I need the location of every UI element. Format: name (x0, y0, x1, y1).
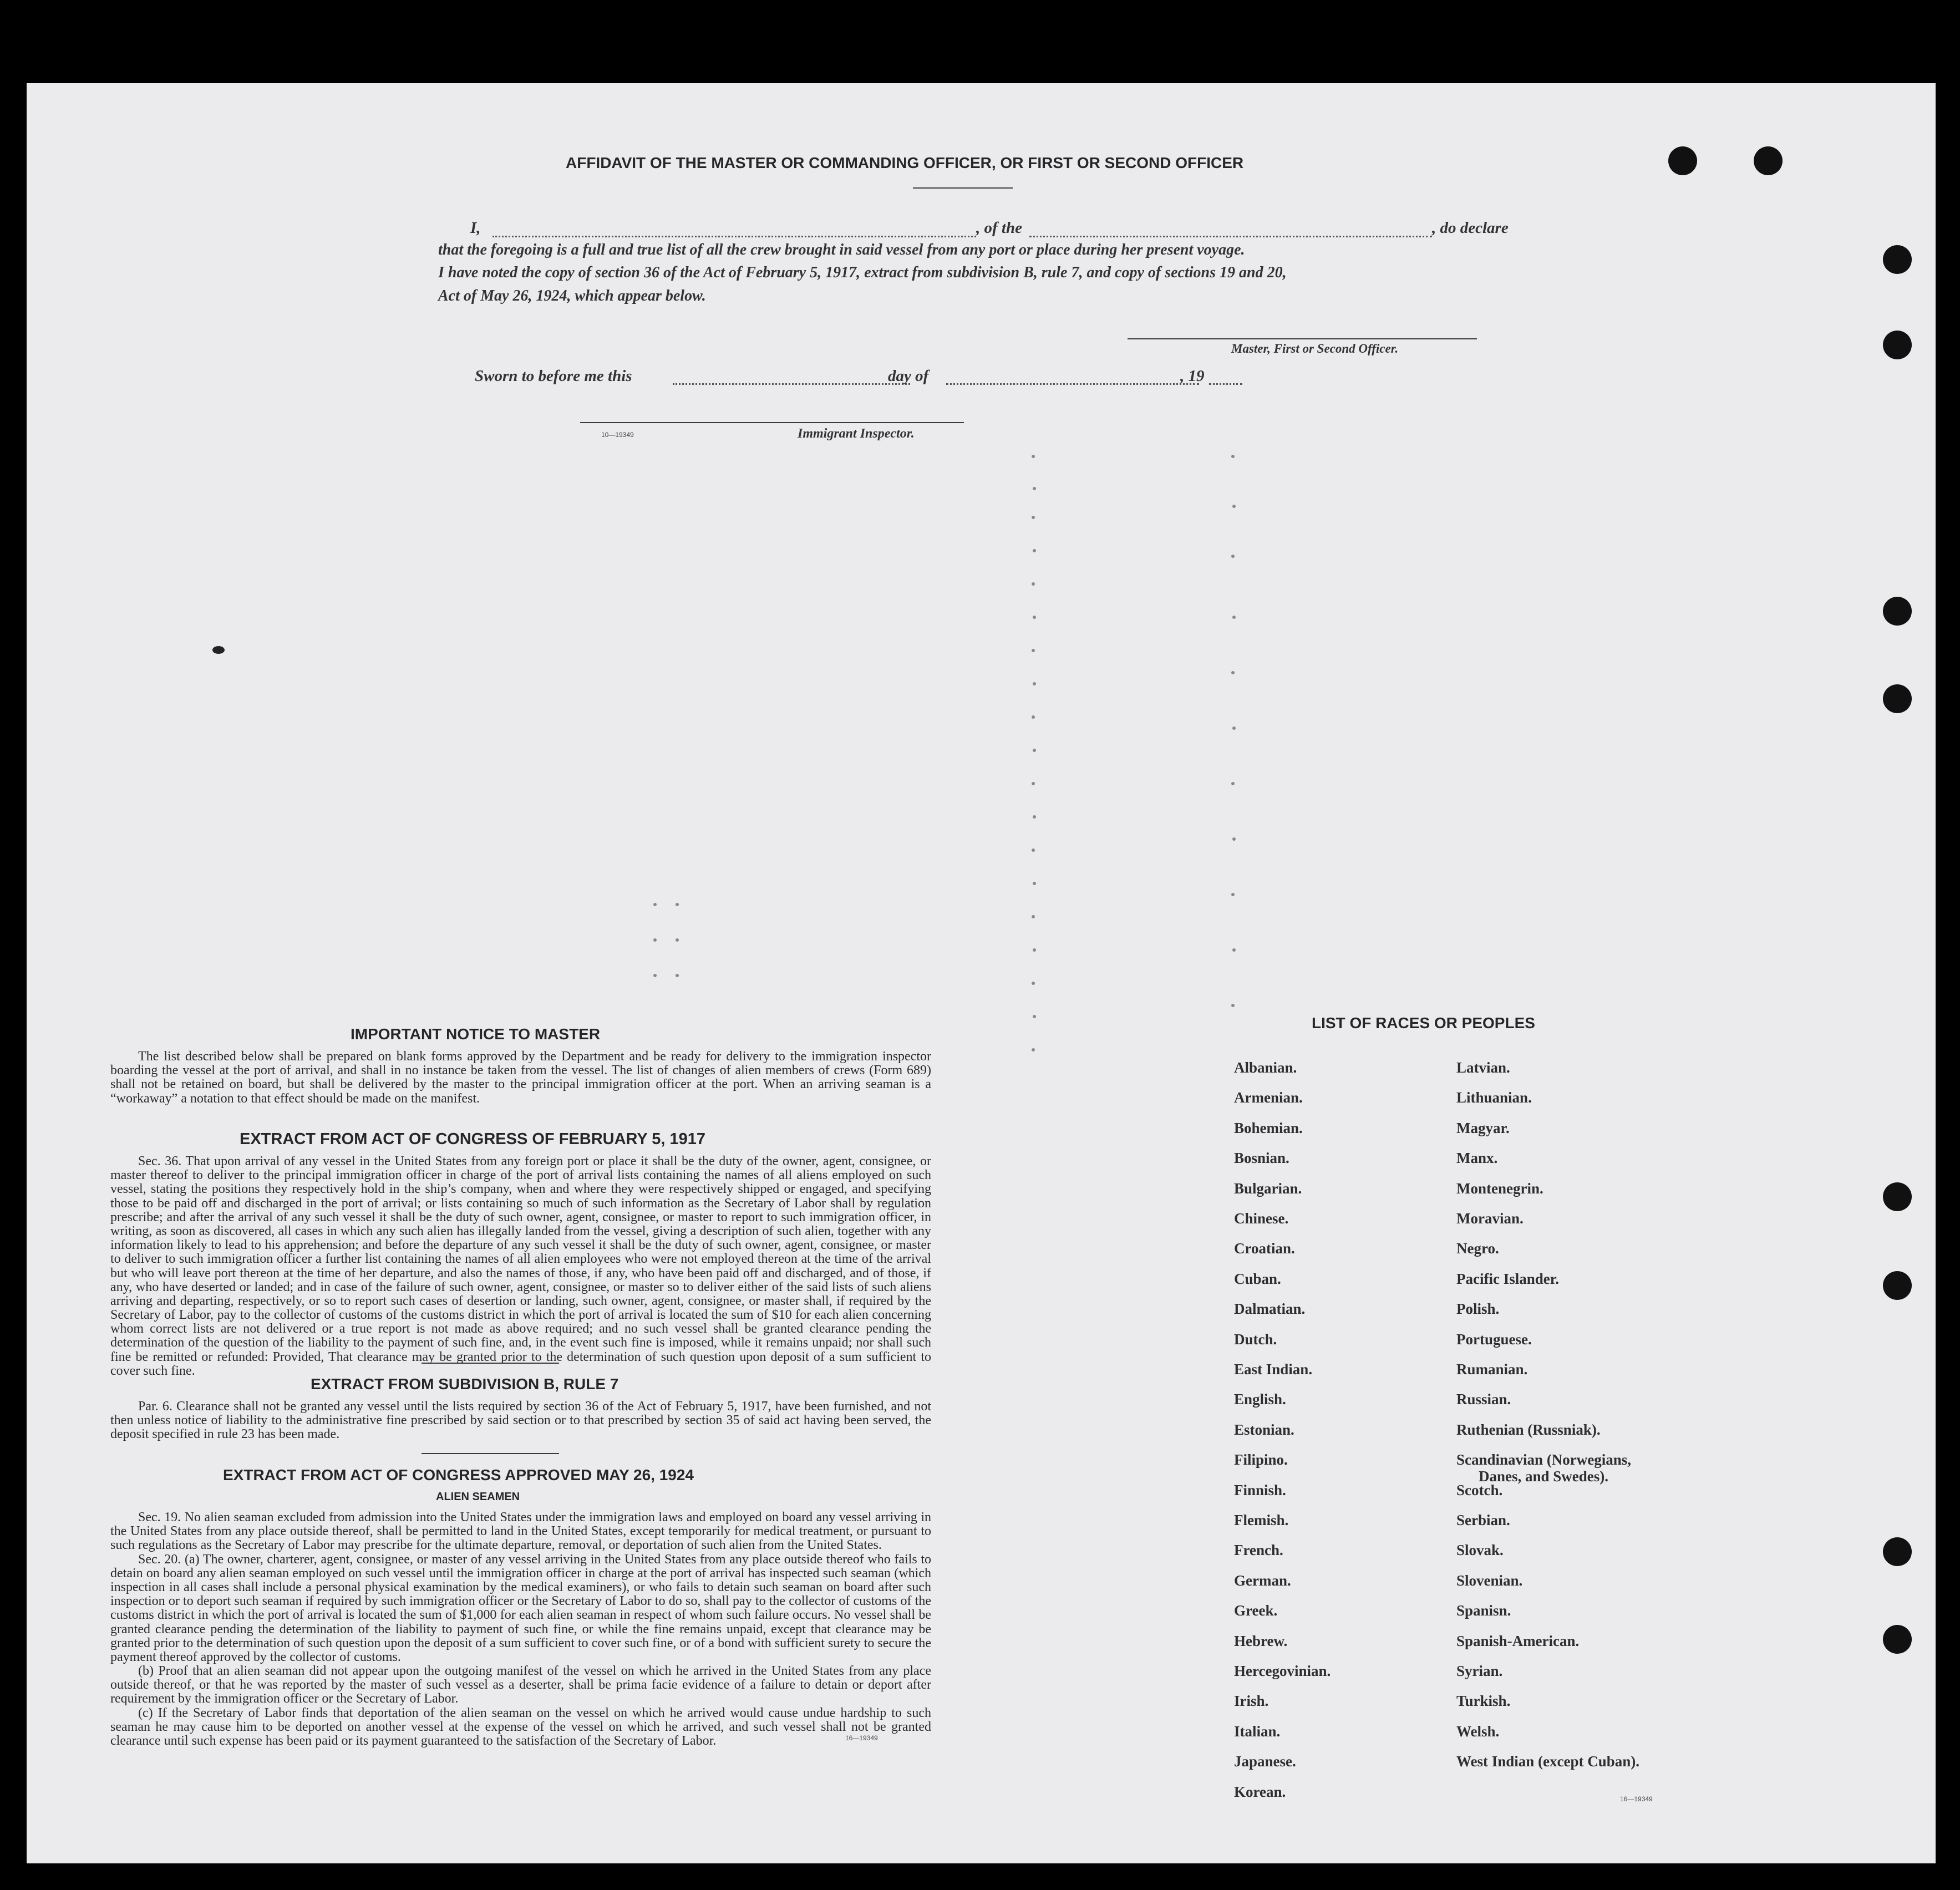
guide-dot (1032, 455, 1035, 458)
punch-hole (1754, 146, 1783, 175)
race-item: Bulgarian. (1234, 1180, 1302, 1197)
race-item: Pacific Islander. (1456, 1270, 1559, 1287)
alien-seamen-subtitle: ALIEN SEAMEN (436, 1491, 520, 1503)
guide-dot (1033, 882, 1036, 885)
affidavit-line2: that the foregoing is a full and true list of all the crew brought in said vessel from any port or place during her present voyage. (438, 241, 1245, 258)
race-item: Welsh. (1456, 1723, 1500, 1740)
race-item: Spanish-American. (1456, 1632, 1580, 1649)
guide-dot (1232, 726, 1236, 730)
form-code: 16—19349 (1620, 1795, 1653, 1803)
extract1924-body (110, 1511, 931, 1748)
affidavit-i-label: I, (470, 219, 481, 237)
rule7-title: EXTRACT FROM SUBDIVISION B, RULE 7 (311, 1375, 619, 1393)
sec20b-text: (b) Proof that an alien seaman did not appear upon the outgoing manifest of the vessel on which he arrived in the United States from any place outside thereof, or that he was reported by the master of such vessel as a deserter, shall be prima facie evidence of a failure to detain or deport after requirement by the immigration officer or the Secretary of Labor. (110, 1664, 931, 1706)
guide-dot (1033, 1015, 1036, 1018)
race-item: Finnish. (1234, 1481, 1286, 1498)
guide-dot (1032, 516, 1035, 519)
guide-dot (1032, 782, 1035, 785)
affidavit-of-the: , of the (976, 219, 1022, 237)
guide-dot (1033, 815, 1036, 819)
document-sheet (27, 83, 1936, 1863)
race-item: Chinese. (1234, 1210, 1289, 1227)
sec36-text: Sec. 36. That upon arrival of any vessel in the United States from any foreign port or place it shall be the duty of the owner, agent, consignee, or master thereof to deliver to the principal immigration officer in charge of the port of arrival lists containing the names of all aliens employed on such vessel, stating the positions they respectively hold in the ship’s company, when and where they were respectively shipped or engaged, and specifying those to be paid off and discharged in the port of arrival; or lists containing so much of such information as the Secretary of Labor shall by regulation prescribe; and after the arrival of any such vessel it shall be the duty of such owner, agent, consignee, or master to report to such immigration officer, in writing, as soon as discovered, all cases in which any such alien has illegally landed from the vessel, giving a description of such alien, together with any information likely to lead to his apprehension; and before the departure of any such vessel it shall be the duty of such owner, agent, consignee, or master to deliver to such immigration officer a further list containing the names of all alien employees who were not employed thereon at the time of the arrival but who will leave port thereon at the time of her departure, and also the names of those, if any, who have been paid off and discharged, and of those, if any, who have deserted or landed; and in case of the failure of such owner, agent, consignee, or master so to deliver either of the said lists of such aliens arriving and departing, respectively, or so to report such cases of desertion or landing, such owner, agent, consignee, or master shall, if required by the Secretary of Labor, pay to the collector of customs of the customs district in which the port of arrival is located the sum of $10 for each alien concerning whom correct lists are not delivered or a true report is not made as above required; and no such vessel shall be granted clearance pending the determination of the question of the liability to the payment of such fine, and, in the event such fine is imposed, while it remains unpaid; nor shall such fine be remitted or refunded: Provided, That clearance may be granted prior to the determination of such question upon deposit of a sum sufficient to cover such fine. (110, 1154, 931, 1378)
guide-dot (1033, 948, 1036, 952)
guide-dot (1033, 616, 1036, 619)
race-item: Scandinavian (Norwegians, (1456, 1451, 1632, 1469)
master-signature-line (1128, 338, 1477, 339)
sec20c-text: (c) If the Secretary of Labor finds that deportation of the alien seaman on the vessel on which he arrived would cause undue hardship to such seaman he may cause him to be deported on another vessel at the expense of the vessel on which he arrived, and such vessel shall not be granted clearance until such expense has been paid or its payment guaranteed to the satisfaction of the Secretary of Labor. (110, 1705, 931, 1748)
guide-dot (1231, 782, 1235, 785)
race-item: Ruthenian (Russniak). (1456, 1421, 1601, 1438)
guide-dot (1232, 948, 1236, 952)
race-item: East Indian. (1234, 1361, 1313, 1378)
race-item: Serbian. (1456, 1512, 1510, 1528)
punch-hole (1883, 1182, 1912, 1211)
race-item: Negro. (1456, 1240, 1499, 1257)
race-item: Japanese. (1234, 1753, 1296, 1770)
guide-dot (653, 974, 657, 977)
race-item: Irish. (1234, 1693, 1269, 1710)
title-rule (913, 187, 1013, 189)
race-item: Albanian. (1234, 1059, 1297, 1076)
punch-hole (1883, 1271, 1912, 1300)
race-item: Spanisn. (1456, 1602, 1511, 1619)
year-label: , 19 (1180, 367, 1205, 385)
punch-hole (1883, 245, 1912, 274)
guide-dot (676, 938, 679, 942)
guide-dot (1231, 555, 1235, 558)
guide-dot (1032, 649, 1035, 652)
sworn-month-blank (946, 383, 1199, 385)
guide-dot (1033, 682, 1036, 685)
ink-blot (212, 646, 225, 654)
inspector-label: Immigrant Inspector. (798, 426, 915, 441)
race-item: Estonian. (1234, 1421, 1294, 1438)
race-item: Scotch. (1456, 1481, 1503, 1498)
guide-dot (1032, 982, 1035, 985)
section-divider (422, 1453, 559, 1454)
guide-dot (1231, 671, 1235, 674)
race-item: Turkish. (1456, 1693, 1511, 1710)
par6-text: Par. 6. Clearance shall not be granted any vessel until the lists required by section 36 of the Act of February 5, 1917, have been furnished, and not then unless notice of liability to the administrative fine prescribed by said section or to that prescribed by section 35 of said act having been served, the deposit specified in rule 23 has been made. (110, 1399, 931, 1442)
guide-dot (1032, 715, 1035, 719)
race-item: Cuban. (1234, 1270, 1281, 1287)
affidavit-line3: I have noted the copy of section 36 of the Act of February 5, 1917, extract from subdivision B, rule 7, and copy of sections 19 and 20, (438, 264, 1287, 281)
race-item: Magyar. (1456, 1119, 1510, 1136)
race-item: Montenegrin. (1456, 1180, 1543, 1197)
race-item: Italian. (1234, 1723, 1281, 1740)
sec19-text: Sec. 19. No alien seaman excluded from admission into the United States under the immigration laws and employed on board any vessel arriving in the United States from any place outside thereof, shall be permitted to land in the United States, except temporarily for medical treatment, or pursuant to such regulations as the Secretary of Labor may prescribe for the ultimate departure, removal, or deportation of such alien from the United States. (110, 1510, 931, 1553)
race-item: Filipino. (1234, 1451, 1288, 1469)
punch-hole (1883, 684, 1912, 713)
race-item: Hebrew. (1234, 1632, 1288, 1649)
race-item: Slovenian. (1456, 1572, 1523, 1589)
guide-dot (1033, 549, 1036, 552)
punch-hole (1883, 1537, 1912, 1566)
guide-dot (653, 938, 657, 942)
race-item: Manx. (1456, 1150, 1498, 1167)
notice-body (110, 1050, 931, 1106)
form-code: 10—19349 (601, 431, 634, 439)
guide-dot (1032, 1048, 1035, 1051)
race-item: Danes, and Swedes). (1479, 1468, 1609, 1485)
races-title: LIST OF RACES OR PEOPLES (1312, 1014, 1535, 1032)
notice-title: IMPORTANT NOTICE TO MASTER (351, 1025, 601, 1043)
affidavit-line4: Act of May 26, 1924, which appear below. (438, 287, 706, 304)
form-code: 16—19349 (845, 1734, 878, 1742)
section-divider (422, 1363, 559, 1364)
guide-dot (1232, 505, 1236, 508)
guide-dot (676, 903, 679, 906)
extract1917-title: EXTRACT FROM ACT OF CONGRESS OF FEBRUARY 5, 1917 (240, 1130, 706, 1148)
race-item: Armenian. (1234, 1089, 1303, 1106)
race-item: French. (1234, 1542, 1283, 1559)
race-item: Croatian. (1234, 1240, 1295, 1257)
punch-hole (1668, 146, 1697, 175)
name-blank (492, 236, 976, 237)
race-item: Bohemian. (1234, 1119, 1303, 1136)
affidavit-do-declare: , do declare (1432, 219, 1509, 237)
race-item: Russian. (1456, 1391, 1511, 1408)
guide-dot (1032, 582, 1035, 586)
race-item: Greek. (1234, 1602, 1278, 1619)
guide-dot (1231, 1004, 1235, 1007)
sec20a-text: Sec. 20. (a) The owner, charterer, agent, consignee, or master of any vessel arriving in the United States from any place outside thereof who fails to detain on board any alien seaman employed on such vessel until the immigration officer in charge at the port of arrival has inspected such seaman (which inspection in all cases shall include a personal physical examination by the medical examiners), or who fails to detain such seaman on board after such inspection or to deport such seaman if required by such immigration officer or the Secretary of Labor to do so, shall pay to the collector of customs of the customs district in which the port of arrival is located the sum of $1,000 for each alien seaman in respect of whom such failure occurs. No vessel shall be granted clearance pending the determination of the liability to payment of such fine, or while the fine remains unpaid, except that clearance may be granted prior to the determination of such question upon the deposit of a sum sufficient to cover such fine, or of a bond with sufficient surety to secure the payment thereof approved by the collector of customs. (110, 1552, 931, 1664)
extract1917-body (110, 1155, 931, 1378)
race-item: Dutch. (1234, 1330, 1277, 1348)
rule7-body (110, 1400, 931, 1442)
extract1924-title: EXTRACT FROM ACT OF CONGRESS APPROVED MAY 26, 1924 (223, 1466, 694, 1483)
sworn-label: Sworn to before me this (475, 367, 632, 385)
race-item: Polish. (1456, 1300, 1500, 1318)
punch-hole (1883, 1625, 1912, 1654)
guide-dot (1232, 837, 1236, 841)
race-item: German. (1234, 1572, 1291, 1589)
guide-dot (1033, 487, 1036, 490)
race-item: Hercegovinian. (1234, 1663, 1331, 1679)
guide-dot (1032, 915, 1035, 918)
race-item: Dalmatian. (1234, 1300, 1306, 1318)
guide-dot (1232, 616, 1236, 619)
race-item: Latvian. (1456, 1059, 1510, 1076)
guide-dot (1231, 455, 1235, 458)
inspector-signature-line (580, 422, 964, 423)
day-of-label: day of (888, 367, 929, 385)
race-item: Moravian. (1456, 1210, 1524, 1227)
guide-dot (653, 903, 657, 906)
guide-dot (1231, 893, 1235, 896)
master-label: Master, First or Second Officer. (1231, 342, 1399, 355)
race-item: Slovak. (1456, 1542, 1504, 1559)
punch-hole (1883, 597, 1912, 626)
guide-dot (1032, 849, 1035, 852)
vessel-blank (1029, 236, 1432, 237)
guide-dot (676, 974, 679, 977)
race-item: Bosnian. (1234, 1150, 1289, 1167)
race-item: Flemish. (1234, 1512, 1289, 1528)
sworn-day-blank (673, 383, 910, 385)
guide-dot (1033, 749, 1036, 752)
race-item: Rumanian. (1456, 1361, 1528, 1378)
race-item: Syrian. (1456, 1663, 1503, 1679)
race-item: English. (1234, 1391, 1286, 1408)
notice-text: The list described below shall be prepared on blank forms approved by the Department and be ready for delivery to the immigration inspector boarding the vessel at the port of arrival, and shall in no instance be taken from the vessel. The list of changes of alien members of crews (Form 689) shall not be retained on board, but shall be delivered by the master to the principal immigration officer at the port. When an arriving seaman is a “workaway” a notation to that effect should be made on the manifest. (110, 1049, 931, 1106)
race-item: Lithuanian. (1456, 1089, 1532, 1106)
race-item: Portuguese. (1456, 1330, 1532, 1348)
year-blank (1209, 383, 1242, 385)
punch-hole (1883, 331, 1912, 359)
race-item: West Indian (except Cuban). (1456, 1753, 1640, 1770)
race-item: Korean. (1234, 1783, 1286, 1800)
affidavit-title: AFFIDAVIT OF THE MASTER OR COMMANDING OFFICER, OR FIRST OR SECOND OFFICER (566, 154, 1244, 171)
